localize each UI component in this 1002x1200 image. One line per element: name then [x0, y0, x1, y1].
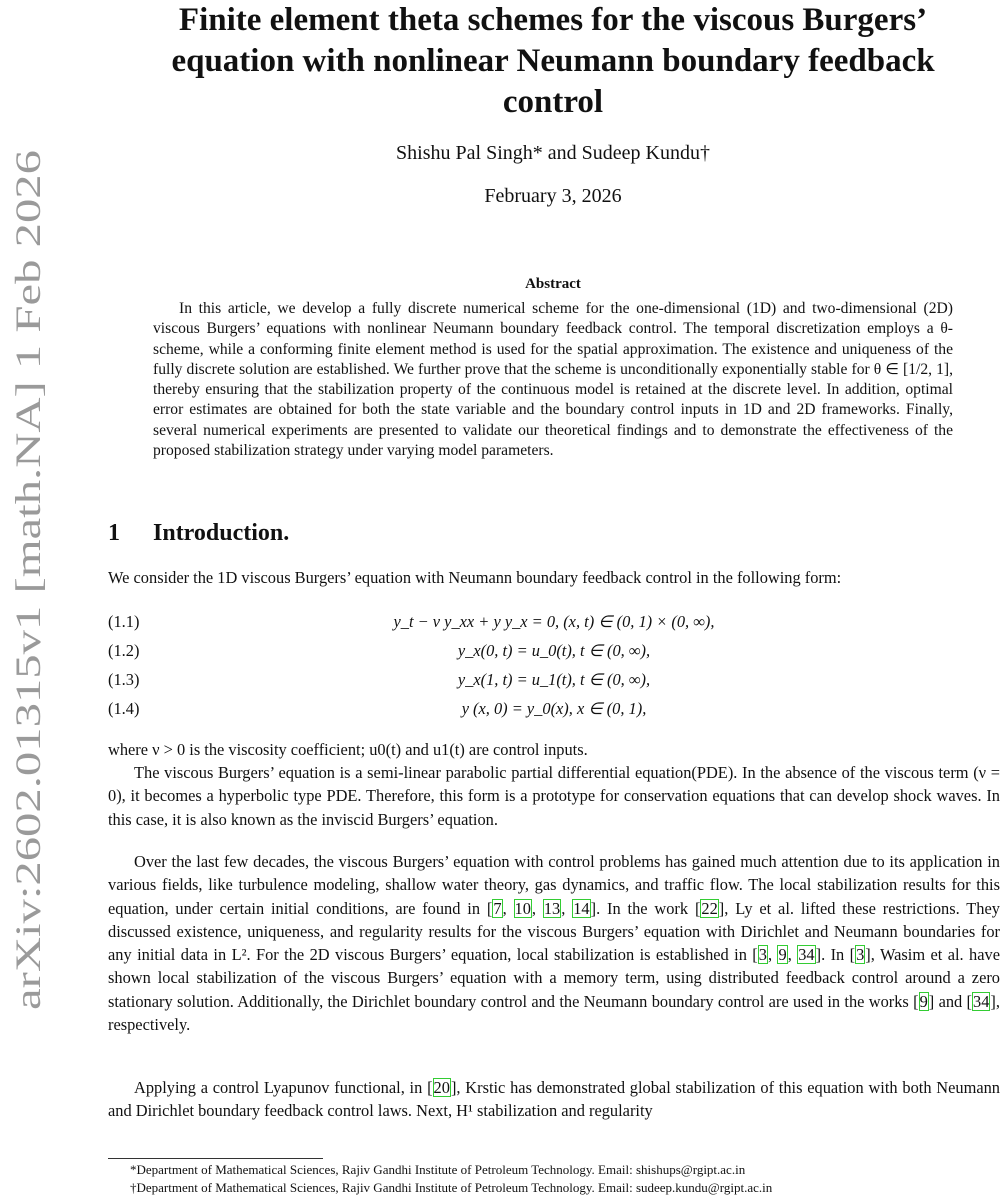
- citation-link[interactable]: 34: [973, 991, 990, 1011]
- intro-line: We consider the 1D viscous Burgers’ equation with Neumann boundary feedback control in the following form:: [108, 568, 842, 587]
- paragraph-3-text-a: Applying a control Lyapunov functional, in: [134, 1078, 428, 1097]
- paragraph-1: The viscous Burgers’ equation is a semi-linear parabolic partial differential equation(PDE). In the absence of the viscous term (ν = 0), it becomes a hyperbolic type PDE. Therefore, this form is a prototype for conservation equations that can develop shock waves. In this case, it is also known as the inviscid Burgers’ equation.: [108, 763, 1000, 829]
- citation-link[interactable]: 10: [514, 898, 531, 918]
- equation-row: [108, 670, 1000, 694]
- citation-link[interactable]: 34: [798, 945, 815, 965]
- equation-body: y (x, 0) = y_0(x), x ∈ (0, 1),: [461, 699, 647, 718]
- section-heading: [108, 520, 289, 547]
- equation-row: [108, 612, 1000, 636]
- citation-link[interactable]: 9: [919, 991, 928, 1011]
- abstract-heading: Abstract: [525, 276, 581, 292]
- citation-link[interactable]: 13: [543, 898, 561, 918]
- where-line: where ν > 0 is the viscosity coefficient; u0(t) and u1(t) are control inputs.: [108, 740, 588, 759]
- section-title: Introduction.: [153, 520, 290, 546]
- paragraph-2: Over the last few decades, the viscous Burgers’ equation with control problems has gained much attention due to its application in various fields, like turbulence modeling, shallow water theory, gas dynamics, and traffic flow. The local stabilization results for this equation, under certain initial conditions, are found in [7, 10, 13, 14]. In the work [22], Ly et al. lifted these restrictions. They discussed existence, uniqueness, and regularity results for the viscous Burgers’ equation with Dirichlet and Neumann boundaries for any initial data in L². For the 2D viscous Burgers’ equation, local stabilization is established in [3, 9, 34]. In [3], Wasim et al. have shown local stabilization of the viscous Burgers’ equation with a memory term, using distributed feedback control around a zero stationary solution. Additionally, the Dirichlet boundary control and the Neumann boundary control are used in the works [9] and [34], respectively.: [108, 852, 1000, 1035]
- equation-number: (1.2): [108, 641, 140, 660]
- citation-link[interactable]: 20: [433, 1078, 450, 1097]
- paragraph-3: Applying a control Lyapunov functional, in [20], Krstic has demonstrated global stabilization of this equation with both Neumann and Dirichlet boundary feedback control laws. Next, H¹ stabilization and regularity: [108, 1078, 1000, 1121]
- paragraph-2-text-e: , Wasim et al. have shown local stabilization of the viscous Burgers’ equation with a memory term, using distributed feedback control around a zero stationary solution. Additionally, the Dirichlet boundary control and the Neumann boundary control are used in the works: [108, 945, 1000, 1011]
- equation-number: (1.1): [108, 612, 140, 631]
- title-line-3: control: [502, 84, 604, 120]
- paragraph-2-text-g: , respectively.: [108, 991, 1000, 1035]
- abstract-text: In this article, we develop a fully discrete numerical scheme for the one-dimensional (1D) and two-dimensional (2D) viscous Burgers’ equations with nonlinear Neumann boundary feedback control. The temporal discretization employs a θ-scheme, while a conforming finite element method is used for the spatial approximation. The existence and uniqueness of the fully discrete solution are established. We further prove that the scheme is unconditionally exponentially stable for θ ∈ [1/2, 1], thereby ensuring that the stabilization property of the continuous model is retained at the discrete level. In addition, optimal error estimates are obtained for both the state variable and the boundary control inputs in 1D and 2D frameworks. Finally, several numerical experiments are presented to validate our theoretical findings and to demonstrate the effectiveness of the proposed stabilization strategy under varying model parameters.: [153, 300, 953, 460]
- citation-link[interactable]: 3: [758, 945, 767, 965]
- footnote-2: †Department of Mathematical Sciences, Rajiv Gandhi Institute of Petroleum Technology. Email: sudeep.kundu@rgipt.ac.in: [130, 1180, 773, 1195]
- paragraph-2-text-b: . In the work: [596, 898, 695, 918]
- citation-link[interactable]: 22: [701, 898, 718, 918]
- paragraph-2-text-c: , Ly et al. lifted these restrictions. They discussed existence, uniqueness, and regularity results for the viscous Burgers’ equation with Dirichlet and Neumann boundaries for any initial data in L². For the 2D viscous Burgers’ equation, local stabilization is established in: [108, 898, 1000, 965]
- footnote-rule: [108, 1158, 323, 1159]
- citation-link[interactable]: 7: [493, 898, 502, 918]
- authors: Shishu Pal Singh* and Sudeep Kundu†: [396, 142, 710, 164]
- arxiv-stamp: [0, 150, 60, 1010]
- citation-link[interactable]: 3: [856, 945, 865, 965]
- citation-link[interactable]: 14: [573, 898, 590, 918]
- paper-title: [108, 0, 998, 123]
- paragraph-3-text-b: , Krstic has demonstrated global stabilization of this equation with both Neumann and Dirichlet boundary feedback control laws. Next, H¹ stabilization and regularity: [108, 1078, 1000, 1121]
- equation-body: y_x(0, t) = u_0(t), t ∈ (0, ∞),: [457, 641, 651, 660]
- arxiv-identifier: arXiv:2602.01315v1 [math.NA] 1 Feb 2026: [8, 374, 48, 1010]
- equation-row: [108, 641, 1000, 665]
- paragraph-2-text-f: and: [934, 991, 967, 1011]
- equation-body: y_x(1, t) = u_1(t), t ∈ (0, ∞),: [457, 670, 651, 689]
- equation-row: [108, 699, 1000, 723]
- section-number: 1: [108, 520, 120, 546]
- equation-number: (1.3): [108, 670, 140, 689]
- date: February 3, 2026: [484, 185, 622, 207]
- footnote-1: *Department of Mathematical Sciences, Rajiv Gandhi Institute of Petroleum Technology. Email: shishups@rgipt.ac.in: [130, 1162, 746, 1177]
- citation-link[interactable]: 9: [778, 945, 787, 965]
- title-line-1: Finite element theta schemes for the viscous Burgers’: [178, 2, 928, 38]
- equation-number: (1.4): [108, 699, 140, 718]
- paragraph-2-text-d: . In: [821, 945, 850, 965]
- equation-body: y_t − ν y_xx + y y_x = 0, (x, t) ∈ (0, 1) × (0, ∞),: [393, 612, 715, 631]
- title-line-2: equation with nonlinear Neumann boundary feedback: [171, 43, 935, 79]
- paragraph-2-text-a: Over the last few decades, the viscous Burgers’ equation with control problems has gained much attention due to its application in various fields, like turbulence modeling, shallow water theory, gas dynamics, and traffic flow. The local stabilization results for this equation, under certain initial conditions, are found in: [108, 852, 1000, 918]
